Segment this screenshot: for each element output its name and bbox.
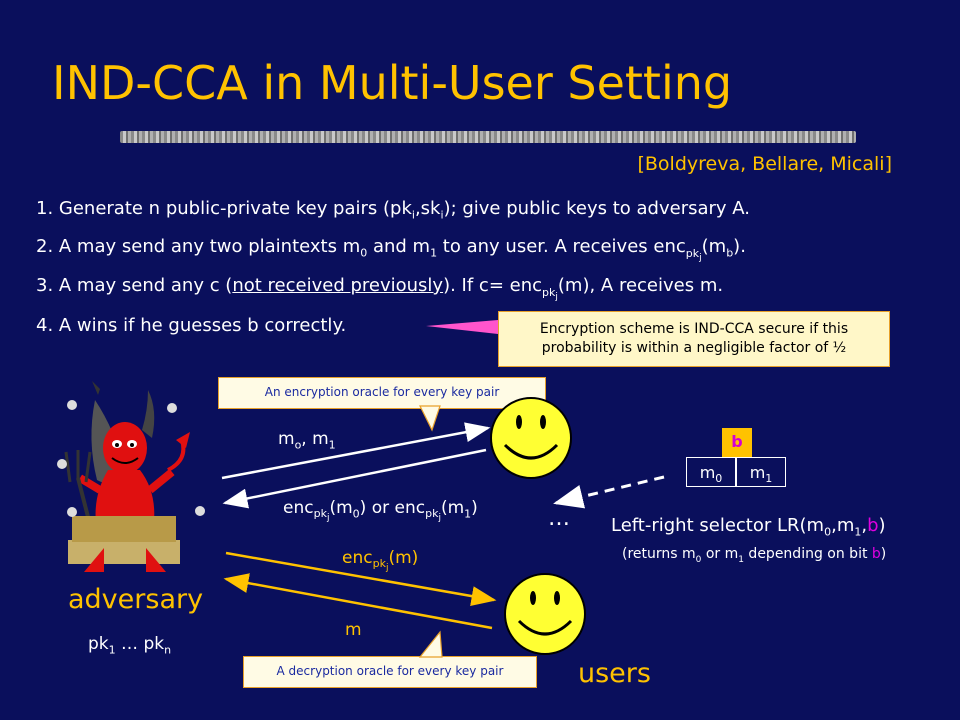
adversary-label: adversary xyxy=(68,584,204,615)
citation: [Boldyreva, Bellare, Micali] xyxy=(637,153,892,175)
bit-b-box: b xyxy=(722,428,752,458)
label-m: m xyxy=(345,620,362,640)
enc-callout-tail xyxy=(420,406,440,430)
label-enc-result: $enc_{pk_j}(m_0)$ or $enc_{pk_j}(m_1)$ xyxy=(283,498,478,524)
ellipsis: … xyxy=(548,506,570,531)
encryption-oracle-callout: An encryption oracle for every key pair xyxy=(218,377,546,409)
smiley-user-icon xyxy=(491,398,571,478)
users-label: users xyxy=(578,658,651,689)
dec-callout-tail xyxy=(420,632,442,657)
selector-cell-m0: $m_0$ xyxy=(686,457,736,487)
security-callout: Encryption scheme is IND-CCA secure if this probability is within a negligible factor of ½ xyxy=(498,311,890,367)
selector-cell-m1: $m_1$ xyxy=(736,457,786,487)
step-4: 4. A wins if he guesses b correctly. xyxy=(36,315,347,336)
decryption-oracle-callout: A decryption oracle for every key pair xyxy=(243,656,537,688)
step-2: 2. A may send any two plaintexts $m_0$ and $m_1$ to any user. A receives $enc_{pk_j}(m_b)$. xyxy=(36,236,746,263)
step-3: 3. A may send any c (not received previously). If c= enc$_{pk_j}$(m), A receives m. xyxy=(36,275,724,302)
selector-note: (returns $m_0$ or $m_1$ depending on bit b) xyxy=(622,546,887,565)
step-1: 1. Generate n public-private key pairs $(pk_i,sk_i)$; give public keys to adversary A. xyxy=(36,198,750,222)
label-m0-m1: $m_o$, $m_1$ xyxy=(278,429,336,452)
page-title: IND-CCA in Multi-User Setting xyxy=(52,56,733,110)
arrow-selector xyxy=(556,477,664,503)
selector-caption: Left-right selector $LR(m_0,m_1,b)$ xyxy=(611,515,886,539)
devil-adversary-icon xyxy=(57,381,205,572)
arrow-response-enc xyxy=(225,450,486,503)
label-enc-m: enc$_{pk_j}$(m) xyxy=(342,548,419,574)
callout-pointer xyxy=(426,320,498,334)
arrow-query-enc xyxy=(222,428,488,478)
smiley-user-icon xyxy=(505,574,585,654)
public-keys-label: $pk_1$ … $pk_n$ xyxy=(88,634,172,657)
